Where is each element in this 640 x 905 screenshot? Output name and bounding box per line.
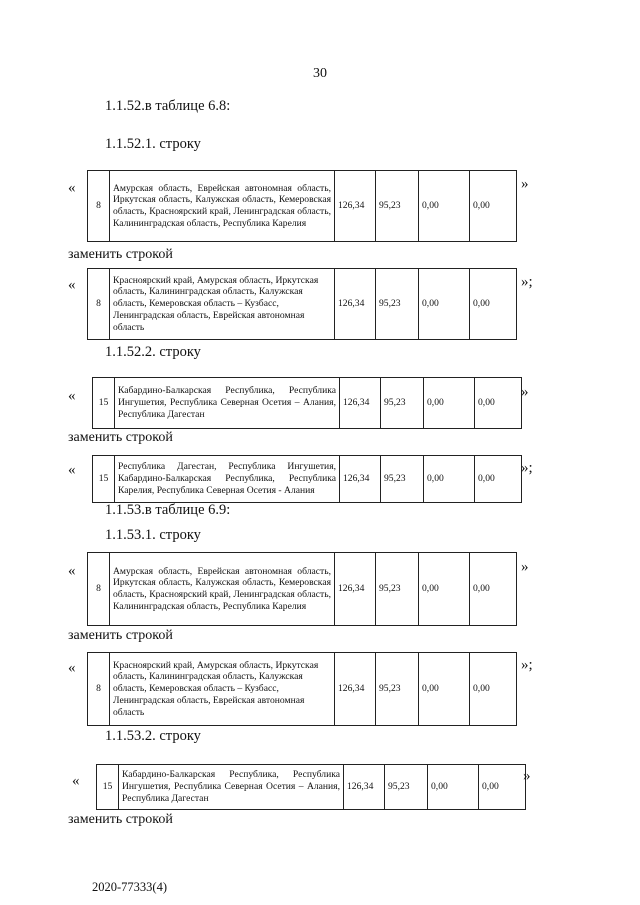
close-quote: » <box>521 559 529 575</box>
subsection-heading: 1.1.53.2. строку <box>105 728 201 744</box>
close-quote: » <box>521 176 529 192</box>
subsection-heading: 1.1.52.1. строку <box>105 136 201 152</box>
section-heading: 1.1.53.в таблице 6.9: <box>105 502 231 518</box>
value-cell: 0,00 <box>475 378 522 429</box>
value-cell: 0,00 <box>470 269 517 340</box>
table-row <box>87 652 517 726</box>
table-row <box>92 455 522 503</box>
value-cell: 95,23 <box>385 765 428 810</box>
value-cell: 95,23 <box>376 269 419 340</box>
open-quote: « <box>72 773 80 789</box>
open-quote: « <box>68 660 76 676</box>
value-cell: 0,00 <box>470 171 517 242</box>
row-number: 15 <box>93 378 115 429</box>
open-quote: « <box>68 563 76 579</box>
value-cell: 126,34 <box>335 171 376 242</box>
value-cell: 0,00 <box>428 765 479 810</box>
replace-label: заменить строкой <box>68 247 173 262</box>
close-quote: »; <box>521 460 533 476</box>
replace-label: заменить строкой <box>68 812 173 827</box>
regions-cell: Амурская область, Еврейская автономная область, Иркутская область, Калужская область, Кемеровская область, Красноярский край, Ленинградская область, Калининградская область, Республика Карелия <box>110 553 335 626</box>
regions-cell: Республика Дагестан, Республика Ингушетия, Кабардино-Балкарская Республика, Республика Карелия, Республика Северная Осетия - Алания <box>115 456 340 503</box>
open-quote: « <box>68 462 76 478</box>
value-cell: 0,00 <box>419 269 470 340</box>
row-number: 8 <box>88 653 110 726</box>
table-row <box>87 552 517 626</box>
regions-cell: Кабардино-Балкарская Республика, Республика Ингушетия, Республика Северная Осетия – Алания, Республика Дагестан <box>115 378 340 429</box>
value-cell: 0,00 <box>419 653 470 726</box>
open-quote: « <box>68 388 76 404</box>
subsection-heading: 1.1.52.2. строку <box>105 344 201 360</box>
row-number: 8 <box>88 171 110 242</box>
value-cell: 0,00 <box>470 653 517 726</box>
value-cell: 126,34 <box>335 269 376 340</box>
row-number: 15 <box>93 456 115 503</box>
row-number: 15 <box>97 765 119 810</box>
value-cell: 126,34 <box>340 378 381 429</box>
replace-label: заменить строкой <box>68 628 173 643</box>
table-row <box>96 764 526 810</box>
value-cell: 126,34 <box>335 653 376 726</box>
table-row <box>87 170 517 242</box>
close-quote: » <box>521 384 529 400</box>
section-heading: 1.1.52.в таблице 6.8: <box>105 98 231 114</box>
row-number: 8 <box>88 269 110 340</box>
value-cell: 0,00 <box>419 171 470 242</box>
value-cell: 95,23 <box>381 456 424 503</box>
document-code: 2020-77333(4) <box>92 880 167 894</box>
row-number: 8 <box>88 553 110 626</box>
close-quote: »; <box>521 274 533 290</box>
open-quote: « <box>68 180 76 196</box>
open-quote: « <box>68 277 76 293</box>
regions-cell: Амурская область, Еврейская автономная область, Иркутская область, Калужская область, Кемеровская область, Красноярский край, Ленинградская область, Калининградская область, Республика Карелия <box>110 171 335 242</box>
value-cell: 126,34 <box>335 553 376 626</box>
replace-label: заменить строкой <box>68 430 173 445</box>
close-quote: » <box>523 768 531 784</box>
regions-cell: Кабардино-Балкарская Республика, Республика Ингушетия, Республика Северная Осетия – Алания, Республика Дагестан <box>119 765 344 810</box>
value-cell: 95,23 <box>376 171 419 242</box>
regions-cell: Красноярский край, Амурская область, Иркутская область, Калининградская область, Калужская область, Кемеровская область – Кузбасс, Ленинградская область, Еврейская автономная область <box>110 653 335 726</box>
value-cell: 0,00 <box>424 378 475 429</box>
subsection-heading: 1.1.53.1. строку <box>105 527 201 543</box>
value-cell: 0,00 <box>475 456 522 503</box>
page-number: 30 <box>313 66 327 81</box>
value-cell: 95,23 <box>381 378 424 429</box>
regions-cell: Красноярский край, Амурская область, Иркутская область, Калининградская область, Калужская область, Кемеровская область – Кузбасс, Ленинградская область, Еврейская автономная область <box>110 269 335 340</box>
value-cell: 95,23 <box>376 553 419 626</box>
value-cell: 0,00 <box>479 765 526 810</box>
value-cell: 126,34 <box>344 765 385 810</box>
value-cell: 95,23 <box>376 653 419 726</box>
value-cell: 0,00 <box>419 553 470 626</box>
value-cell: 0,00 <box>424 456 475 503</box>
value-cell: 126,34 <box>340 456 381 503</box>
table-row <box>87 268 517 340</box>
close-quote: »; <box>521 657 533 673</box>
value-cell: 0,00 <box>470 553 517 626</box>
table-row <box>92 377 522 429</box>
